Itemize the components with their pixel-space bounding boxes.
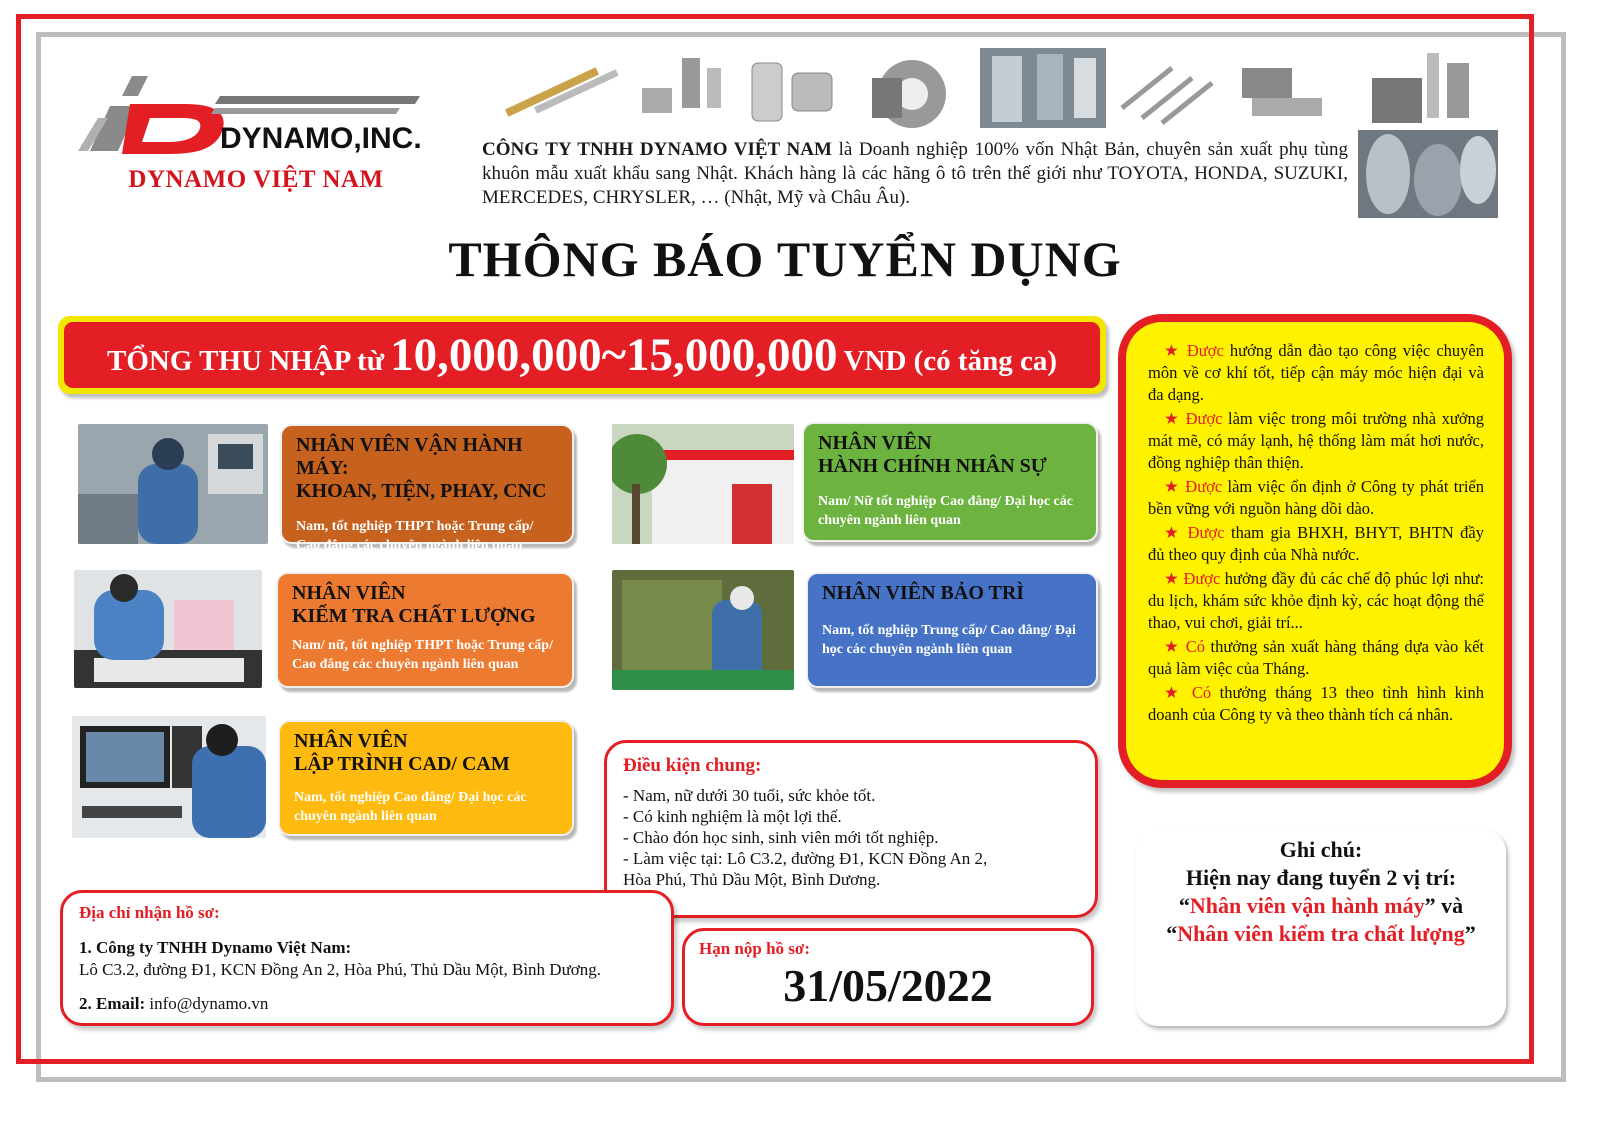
income-range: 10,000,000~15,000,000 <box>390 329 838 381</box>
job-requirement: Nam/ Nữ tốt nghiệp Cao đẳng/ Đại học các chuyên ngành liên quan <box>818 494 1073 528</box>
benefit-item: ★ Được làm việc ổn định ở Công ty phát triển bền vững với nguồn hàng dồi dào. <box>1148 477 1484 518</box>
pins-image <box>505 67 619 117</box>
cylinder-image <box>752 63 832 121</box>
benefit-item: ★ Được làm việc trong môi trường nhà xưởng mát mẽ, có máy lạnh, hệ thống làm mát hơi nước, đồng nghiệp thân thiện. <box>1148 409 1484 472</box>
intro-text: là Doanh nghiệp 100% vốn Nhật Bản, chuyên sản xuất phụ tùng khuôn mẫu xuất khẩu sang Nhật. Khách hàng là các hãng ô tô trên thế giới như TOYOTA, HONDA, SUZUKI, MERCEDES, CHRYSLER, … (Nhật, Mỹ và Châu Âu). <box>482 139 1348 208</box>
company-intro <box>482 138 1348 212</box>
general-conditions-box <box>604 740 1098 918</box>
benefit-item: ★ Được tham gia BHXH, BHYT, BHTN đầy đủ theo quy định của Nhà nước. <box>1148 523 1485 564</box>
maintenance-worker-photo <box>612 570 794 690</box>
condition-line: - Làm việc tại: Lô C3.2, đường Đ1, KCN Đồng An 2, <box>623 849 988 868</box>
condition-line: - Có kinh nghiệm là một lợi thế. <box>623 807 842 826</box>
benefits-list <box>1126 322 1504 780</box>
deadline-box <box>682 928 1094 1026</box>
logo-wordmark: DYNAMO,INC. <box>220 122 422 155</box>
address-email: 2. Email: info@dynamo.vn <box>79 994 269 1013</box>
company-name: CÔNG TY TNHH DYNAMO VIỆT NAM <box>482 139 832 160</box>
benefit-item: ★ Có thưởng tháng 13 theo tình hình kinh doanh của Công ty và theo thành tích cá nhân. <box>1148 683 1484 724</box>
email-link[interactable]: info@dynamo.vn <box>145 994 269 1013</box>
benefit-item: ★ Có thưởng sản xuất hàng tháng dựa vào kết quả làm việc của Tháng. <box>1148 637 1484 678</box>
job-card-machine-operator <box>280 424 574 553</box>
condition-line: Hòa Phú, Thủ Dầu Một, Bình Dương. <box>623 870 881 889</box>
note-position-1: “Nhân viên vận hành máy” và <box>1178 893 1464 918</box>
benefit-item: ★ Được hướng dẫn đào tạo công việc chuyên môn về cơ khí tốt, tiếp cận máy móc hiện đại và đa dạng. <box>1148 341 1484 404</box>
job-title: NHÂN VIÊN VẬN HÀNH MÁY: KHOAN, TIỆN, PHAY, CNC <box>296 434 547 502</box>
job-title: NHÂN VIÊN BẢO TRÌ <box>822 582 1025 604</box>
office-building-photo <box>612 424 794 544</box>
address-company: 1. Công ty TNHH Dynamo Việt Nam: <box>79 938 352 957</box>
parts-image-strip <box>492 48 1502 134</box>
job-card-maintenance <box>806 572 1098 688</box>
page-title: THÔNG BÁO TUYỂN DỤNG <box>448 231 1122 287</box>
ring-image <box>872 60 946 128</box>
job-card-cad-cam <box>278 720 574 836</box>
income-banner <box>58 316 1106 394</box>
deadline-label: Hạn nộp hồ sơ: <box>699 939 810 958</box>
punch-image <box>642 58 721 113</box>
income-suffix: VND (có tăng ca) <box>843 345 1057 377</box>
application-address-box <box>60 890 674 1026</box>
job-title: NHÂN VIÊN KIỂM TRA CHẤT LƯỢNG <box>292 582 536 627</box>
condition-line: - Nam, nữ dưới 30 tuổi, sức khỏe tốt. <box>623 786 876 805</box>
dynamo-logo <box>70 56 450 156</box>
job-title: NHÂN VIÊN LẬP TRÌNH CAD/ CAM <box>294 730 510 775</box>
condition-line: - Chào đón học sinh, sinh viên mới tốt nghiệp. <box>623 828 939 847</box>
job-requirement: Nam, tốt nghiệp THPT hoặc Trung cấp/ Cao đẳng các chuyên ngành liên quan <box>296 519 534 553</box>
benefits-panel <box>1118 314 1512 788</box>
conditions-title: Điều kiện chung: <box>623 755 762 776</box>
job-card-hr-admin <box>802 422 1098 542</box>
needles-image <box>1122 68 1212 123</box>
cnc-operator-photo <box>78 424 268 544</box>
job-title: NHÂN VIÊN HÀNH CHÍNH NHÂN SỰ <box>818 432 1047 477</box>
block-image <box>1242 68 1322 116</box>
cad-programmer-photo <box>72 716 266 838</box>
logo-subtitle: DYNAMO VIỆT NAM <box>128 166 384 193</box>
benefit-item: ★ Được hưởng đầy đủ các chế độ phúc lợi như: du lịch, khám sức khỏe định kỳ, các hoạt động thể thao, vui chơi, giải trí... <box>1148 569 1484 632</box>
address-title: Địa chỉ nhận hồ sơ: <box>79 903 220 922</box>
pipes-photo <box>1358 130 1498 218</box>
mold-part-image <box>1372 53 1469 123</box>
deadline-date: 31/05/2022 <box>783 960 993 1011</box>
address-location: Lô C3.2, đường Đ1, KCN Đồng An 2, Hòa Phú, Thủ Dầu Một, Bình Dương. <box>79 960 602 979</box>
job-requirement: Nam, tốt nghiệp Trung cấp/ Cao đẳng/ Đại học các chuyên ngành liên quan <box>822 623 1076 657</box>
quality-inspector-photo <box>74 570 262 688</box>
note-box <box>1136 830 1506 1026</box>
note-position-2: “Nhân viên kiểm tra chất lượng” <box>1166 921 1476 946</box>
income-banner-inner <box>64 322 1100 388</box>
income-prefix: TỔNG THU NHẬP từ <box>107 345 385 377</box>
job-requirement: Nam, tốt nghiệp Cao đẳng/ Đại học các chuyên ngành liên quan <box>294 790 527 824</box>
note-line: Hiện nay đang tuyển 2 vị trí: <box>1185 865 1457 890</box>
note-title: Ghi chú: <box>1279 837 1363 862</box>
job-card-quality-control <box>276 572 574 688</box>
job-requirement: Nam/ nữ, tốt nghiệp THPT hoặc Trung cấp/ Cao đẳng các chuyên ngành liên quan <box>292 638 553 672</box>
